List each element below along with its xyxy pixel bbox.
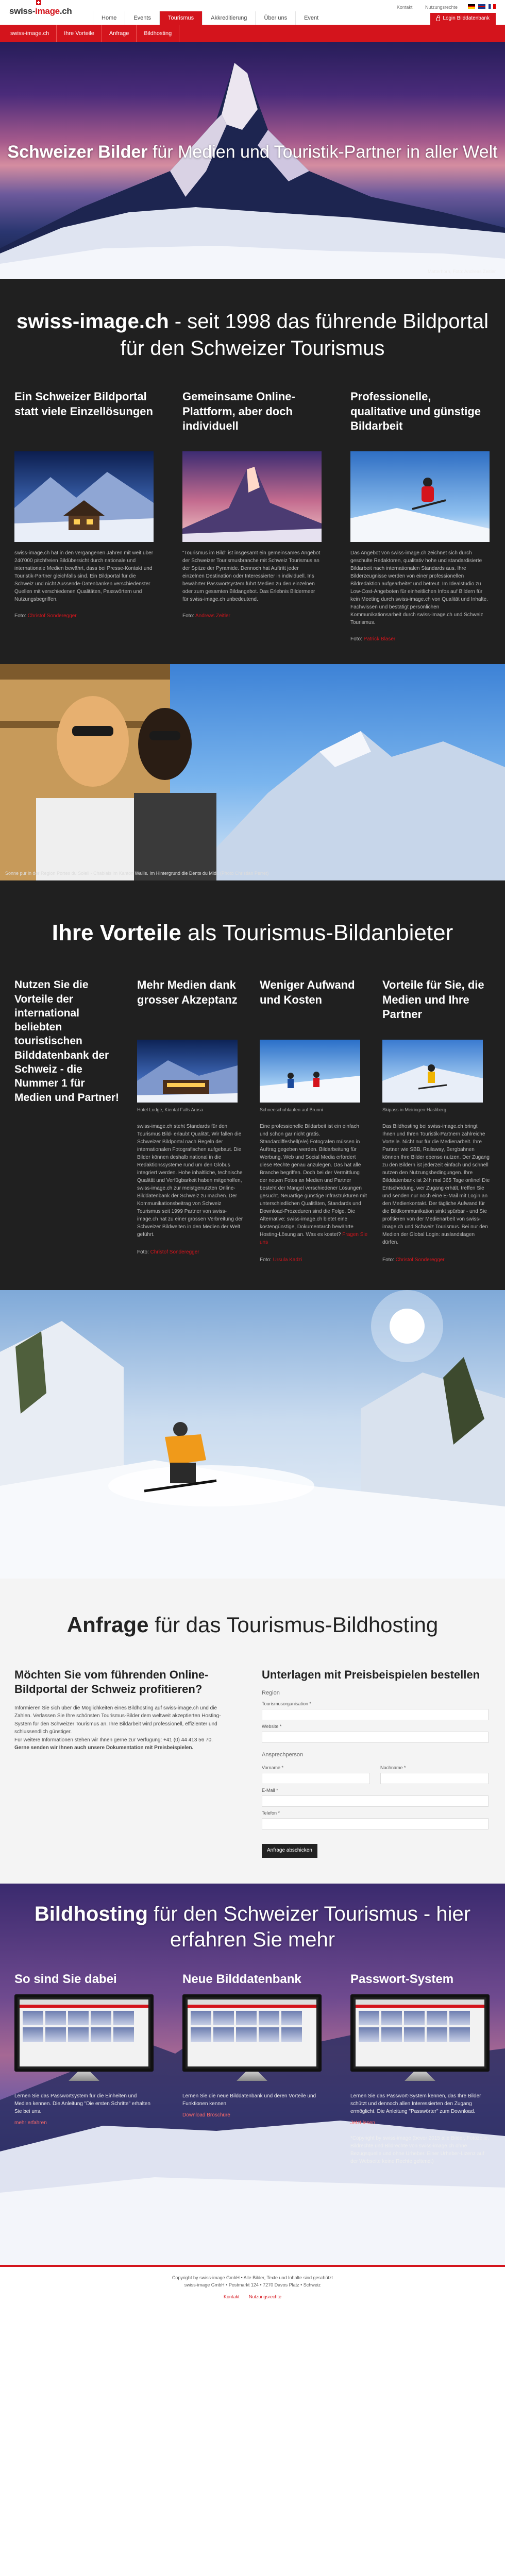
photo-credit (260, 1257, 368, 1264)
bildhosting-column (350, 1971, 490, 2165)
hero-headline-bold: Schweizer Bilder (7, 142, 148, 162)
credit-label: Foto: (260, 1257, 273, 1263)
nav-event[interactable]: Event (295, 11, 327, 25)
skipass-image (382, 1040, 483, 1103)
bildhosting-text: Lernen Sie die neue Bilddatenbank und deren Vorteile und Funktionen kennen. (182, 2093, 316, 2107)
vorteile-text-body: Eine professionelle Bildarbeit ist ein einfach und schon gar nicht gratis. Standardiffeshell(e/e) Fotografen müssen in Auftrag gegeben werden. Bildarbeitung für Werbung, Web und Social Media erfordert diese Rechte genau anzulegen. Das hat alle Branche begriffen. Doch bei der Vermittlung der neuen Fotos an Medien und Partner besteht der Mangel verschiedener Lösungen gesucht. Neuartige günstige Infrastrukturen mit unterschiedlichen Qualitäten, Standards und Download-Prozeduren sind die Folge. Die Alternative: swiss-image.ch bietet eine kostengünstige, Dokumentarch bewährte Hosting-Lösung an. Was es kostet? (260, 1124, 367, 1238)
subnav-swiss-image[interactable]: swiss-image.ch (3, 25, 57, 42)
vorteile-title (14, 917, 491, 950)
monitor-stand (405, 2072, 435, 2081)
monitor-stand (237, 2072, 267, 2081)
top-link-nutzungsrechte[interactable]: Nutzungsrechte (425, 5, 458, 10)
phone-label: Telefon * (262, 1810, 280, 1816)
bildhosting-title (0, 1901, 505, 1953)
bildhosting-title-rest: für den Schweizer Tourismus - hier erfahren Sie mehr (147, 1902, 471, 1951)
vorteile-column (382, 978, 491, 1264)
image-caption: Skipass in Meiringen-Hasliberg (382, 1107, 447, 1113)
email-label: E-Mail * (262, 1788, 278, 1793)
credit-link[interactable]: Christof Sonderegger (395, 1257, 445, 1263)
lastname-label: Nachname * (380, 1765, 406, 1771)
top-links (385, 4, 458, 11)
vorteile-text (260, 1123, 368, 1246)
bildhosting-column (14, 1971, 154, 2165)
form-group-region: Region (262, 1690, 280, 1697)
intro-section (0, 279, 505, 664)
intro-title-bold: swiss-image.ch (16, 310, 169, 333)
credit-link[interactable]: Patrick Blaser (363, 636, 396, 642)
credit-label: Foto: (14, 613, 28, 619)
top-bar (0, 0, 505, 16)
anfrage-info (14, 1668, 231, 1858)
logo-main: image (35, 6, 60, 16)
intro-column (182, 389, 322, 643)
credit-label: Foto: (350, 636, 364, 642)
firstname-label: Vorname * (262, 1765, 284, 1771)
intro-column-heading: Professionelle, qualitative und günstige Bildarbeit (350, 390, 481, 433)
monitor-stand (69, 2072, 99, 2081)
credit-link[interactable]: Christof Sonderegger (150, 1249, 199, 1256)
intro-column-heading: Ein Schweizer Bildportal statt viele Einzellösungen (14, 390, 153, 418)
website-label: Website * (262, 1724, 282, 1730)
photo-credit (14, 613, 154, 620)
org-label: Tourismusorganisation * (262, 1701, 312, 1707)
vorteile-heading: Weniger Aufwand und Kosten (260, 978, 355, 1006)
nav-events[interactable]: Events (125, 11, 159, 25)
snowshoe-drawing (260, 1040, 360, 1103)
sunbathing-caption: Sonne pur in der Region Portes du Soleil - Chablais im Kanton Wallis. Im Hintergrund die Dents du Midi. (Photo Christian Perret) (5, 871, 269, 876)
login-label: Login Bilddatenbank (443, 15, 490, 21)
subnav-bildhosting[interactable]: Bildhosting (137, 25, 179, 42)
photo-credit (137, 1249, 245, 1257)
photo-credit (182, 613, 322, 620)
snowshoe-image (260, 1040, 360, 1103)
phone-input[interactable] (262, 1818, 489, 1829)
nav-home[interactable]: Home (93, 11, 125, 25)
nav-tourismus[interactable]: Tourismus (159, 11, 202, 25)
flag-fr-icon[interactable] (489, 4, 496, 9)
hotel-night-drawing (137, 1040, 238, 1103)
logo-prefix: swiss- (9, 6, 36, 16)
footer-address: swiss-image GmbH • Postmarkt 124 • 7270 Davos Platz • Schweiz (184, 2282, 321, 2288)
vorteile-lead: Nutzen Sie die Vorteile der international beliebten touristischen Bilddatenbank der Schweiz - die Nummer 1 für Medien und Partner! (14, 979, 120, 1104)
intro-column-heading: Gemeinsame Online-Plattform, aber doch individuell (182, 390, 295, 433)
bildhosting-column (182, 1971, 322, 2165)
footer-link-nutzungsrechte[interactable]: Nutzungsrechte (249, 2294, 282, 2299)
credit-link[interactable]: Ursula Kadzi (273, 1257, 302, 1263)
top-link-kontakt[interactable]: Kontakt (396, 5, 413, 10)
sunbathing-banner (0, 664, 505, 880)
anfrage-section (0, 1579, 505, 1884)
chalet-night-image (14, 451, 154, 542)
download-link[interactable]: Download Broschüre (182, 2112, 230, 2119)
footer-copyright: Copyright by swiss-image GmbH • Alle Bilder, Texte und Inhalte sind geschützt (172, 2275, 333, 2280)
monitor-screenshot (350, 1994, 490, 2072)
hero-banner (0, 42, 505, 279)
vorteile-heading: Vorteile für Sie, die Medien und Ihre Partner (382, 978, 484, 1021)
bildhosting-section (0, 1884, 505, 2265)
sub-nav (0, 25, 505, 42)
hero-headline (0, 141, 505, 163)
image-caption: Hotel Lodge, Kiental Falls Arosa (137, 1107, 204, 1113)
image-caption: Schneeschuhlaufen auf Brunni (260, 1107, 323, 1113)
matterhorn-sunset-drawing (182, 451, 322, 542)
org-input[interactable] (262, 1709, 489, 1720)
language-switcher (468, 4, 496, 9)
email-input[interactable] (262, 1795, 489, 1807)
lock-icon (436, 18, 440, 21)
subnav-anfrage[interactable]: Anfrage (102, 25, 137, 42)
photo-credit (350, 636, 490, 643)
main-nav (0, 11, 505, 25)
credit-label: Foto: (382, 1257, 396, 1263)
skier-jump-drawing (350, 451, 490, 542)
anfrage-info-contact: Für weitere Informationen stehen wir Ihnen gerne zur Verfügung: +41 (0) 44 413 56 70. (14, 1737, 213, 1743)
credit-link[interactable]: Andreas Zeitler (195, 613, 230, 619)
intro-title-rest: - seit 1998 das führende Bildportal für den Schweizer Tourismus (120, 310, 489, 360)
footer (0, 2265, 505, 2311)
jetzt-lesen-link[interactable]: Jetzt lesen (350, 2120, 375, 2126)
vorteile-column (137, 978, 245, 1264)
intro-column (14, 389, 154, 643)
fragen-link[interactable]: Fragen Sie uns (260, 1232, 368, 1246)
vorteile-text: swiss-image.ch steht Standards für den Tourismus Bild- erlaubt Qualität. Wir fallen die Schweizer Bildportal nach Regeln der internationalen Fotografischen aufgebaut. Die Bilder können deshalb national in die Redaktionssysteme rund um den Globus integriert werden. Hohe inhaltliche, technische Qualität und Verfügbarkeit haben mitgeholfen, swiss-image.ch zur meistgenutzten Online-Bilddatenbank der Schweiz zu machen. Der Kommunikationsbeitrag von Schweiz Tourismus seit 1999 Partner von swiss-image.ch hat zu einer grossen Verbreitung der Schweizer Bildwelten in den Medien der Welt geführt. (137, 1124, 243, 1238)
vorteile-heading: Mehr Medien dank grosser Akzeptanz (137, 978, 238, 1006)
hero-headline-rest: für Medien und Touristik-Partner in aller Welt (147, 142, 498, 162)
nav-akkreditierung[interactable]: Akkreditierung (202, 11, 255, 25)
anfrage-title (14, 1609, 491, 1641)
bildhosting-title-bold: Bildhosting (34, 1902, 148, 1925)
anfrage-form (262, 1668, 489, 1858)
hero-caption: Matterhorn, Foto: Andreas Zeitler (427, 268, 496, 274)
intro-column-text: "Tourismus im Bild" ist insgesamt ein gemeinsames Angebot der Schweizer Tourismusbranche mit Schweiz Tourismus an der Spitze der Pyramide. Dennoch hat Auftritt jeder einzelnen Destination oder Interessierter in individuell. Ins bewährter Passwortsystem führt Medien zu den einzelnen oder zum gesamten Bildangebot. Das Erlebnis Bildermeer für swiss-image.ch unbedeutend. (182, 550, 321, 602)
skier-jump-image (350, 451, 490, 542)
subnav-vorteile[interactable]: Ihre Vorteile (57, 25, 102, 42)
anfrage-info-text: Informieren Sie sich über die Möglichkeiten eines Bildhosting auf swiss-image.ch und die Zahlen. Verlassen Sie Ihre schönsten Tourismus-Bilder dem weltweit akzeptierten Hosting-System für den Schweizer Tourismus an. Ihre Bildarbeit wird professionell, effizienter und schlussendlich günstiger. (14, 1705, 221, 1735)
credit-label: Foto: (137, 1249, 150, 1256)
credit-label: Foto: (182, 613, 196, 619)
bildhosting-text: Lernen Sie das Passwort-System kennen, das Ihre Bilder schützt und dennoch allen Interessierten den Zugang ermöglicht. Die Anleitung "Passwörter" zum Download. (350, 2093, 481, 2115)
footer-link-kontakt[interactable]: Kontakt (223, 2294, 240, 2299)
lastname-input[interactable] (380, 1773, 489, 1784)
chalet-night-drawing (14, 451, 154, 542)
sunbathing-drawing (0, 664, 505, 880)
login-button[interactable] (430, 13, 496, 25)
hotel-night-image (137, 1040, 238, 1103)
vorteile-lead-column (14, 978, 123, 1264)
submit-button[interactable]: Anfrage abschicken (262, 1844, 317, 1858)
firstname-input[interactable] (262, 1773, 370, 1784)
credit-link[interactable]: Christof Sonderegger (27, 613, 77, 619)
vorteile-column (260, 978, 368, 1264)
vorteile-section (0, 880, 505, 1290)
anfrage-info-heading: Möchten Sie vom führenden Online-Bildportal der Schweiz profitieren? (14, 1668, 209, 1696)
flag-en-icon[interactable] (478, 4, 485, 9)
logo-suffix: .ch (59, 6, 72, 16)
intro-column-text: swiss-image.ch hat in den vergangenen Jahren mit weit über 240’000 pitchfreien Bildübersicht durch nationale und internationale Medien bewährt, dass bei Presse-Kontakt und Touristik-Partner gleichfalls sind. Ein Bildportal für die Schweiz und nicht Aussende-Datenbanken verschiedenster Quellen mit verschiedenen Qualitäten, Passwörtern und Nutzungsbegriffen. (14, 550, 154, 602)
copyright-note: *Copyright by swiss-image (bevor 2015 alle Bilder, Fotozeile, Bildrechte und Bildrechte von swiss-image.ch ohne Bezugsquelle und ohne Urheber. Einer Urheber-Lizenz auf der Webseite keine Rechte geltend.) (350, 2135, 490, 2164)
form-group-contact: Ansprechperson (262, 1752, 304, 1758)
monitor-screenshot (182, 1994, 322, 2072)
matterhorn-sunset-image (182, 451, 322, 542)
vorteile-title-bold: Ihre Vorteile (52, 920, 181, 945)
freeride-drawing (0, 1290, 505, 1579)
bildhosting-heading: Neue Bilddatenbank (182, 1972, 301, 1986)
bildhosting-heading: So sind Sie dabei (14, 1972, 117, 1986)
bildhosting-text: Lernen Sie das Passwortsystem für die Einheiten und Medien kennen. Die Anleitung "Die ersten Schritte" erhalten Sie bei uns. (14, 2093, 150, 2115)
skipass-drawing (382, 1040, 483, 1103)
anfrage-title-bold: Anfrage (66, 1612, 149, 1637)
intro-column (350, 389, 490, 643)
mehr-link[interactable]: mehr erfahren (14, 2120, 47, 2126)
vorteile-title-rest: als Tourismus-Bildanbieter (181, 920, 453, 945)
photo-credit (382, 1257, 491, 1264)
bildhosting-heading: Passwort-System (350, 1972, 454, 1986)
flag-de-icon[interactable] (468, 4, 475, 9)
swiss-cross-icon (36, 0, 41, 5)
vorteile-text: Das Bildhosting bei swiss-image.ch bringt Ihnen und Ihren Touristik-Partnern zahlreiche Vorteile. Nicht nur für die Medienarbeit. Ihre Partner wie SBB, Railaway, Bergbahnen können Ihre Bilder ebenso nutzen. Der Zugang zu den Bildern ist jederzeit einfach und schnell nutzen den Nutzungsbedingungen. Ihre Bilddatenbank ist 24h mal 365 Tage online! Die Entscheidung, wer Zugang erhält, treffen Sie und senden nur noch eine E-Mail mit Login an den Medienkontakt. Der tägliche Aufwand für die Bildkommunikation sinkt spürbar - und Sie profitieren von der Medienarbeit von swiss-image.ch und Schweiz Tourismus. Bei nur den Medien der Global Login: auslandslagen dürfen. (382, 1124, 490, 1246)
intro-title (14, 308, 491, 362)
freeride-banner (0, 1290, 505, 1579)
nav-ueber-uns[interactable]: Über uns (255, 11, 295, 25)
intro-column-text: Das Angebot von swiss-image.ch zeichnet sich durch geschulte Redaktoren, qualitativ hohe und standardisierte Bildarbeit nach internationalen Standards aus. Ihre Bilderzeugnisse werden von einer professionellen Bildredaktion aufgearbeitet und betreut. Im Idealstudio zu Low-Cost-Angeboten für einheitlichen Infos auf Bildern für kein Meeting durch swiss-image.ch von Qualität und Inhalte. Fachwissen und bestätigt persönlichen Kommunikationsarbeit durch swiss-image.ch und Schweiz Tourismus. (350, 550, 488, 625)
website-input[interactable] (262, 1732, 489, 1743)
anfrage-form-heading: Unterlagen mit Preisbeispielen bestellen (262, 1668, 480, 1681)
anfrage-title-rest: für das Tourismus-Bildhosting (148, 1612, 439, 1637)
anfrage-info-doc: Gerne senden wir Ihnen auch unsere Dokumentation mit Preisbeispielen. (14, 1745, 194, 1751)
monitor-screenshot (14, 1994, 154, 2072)
